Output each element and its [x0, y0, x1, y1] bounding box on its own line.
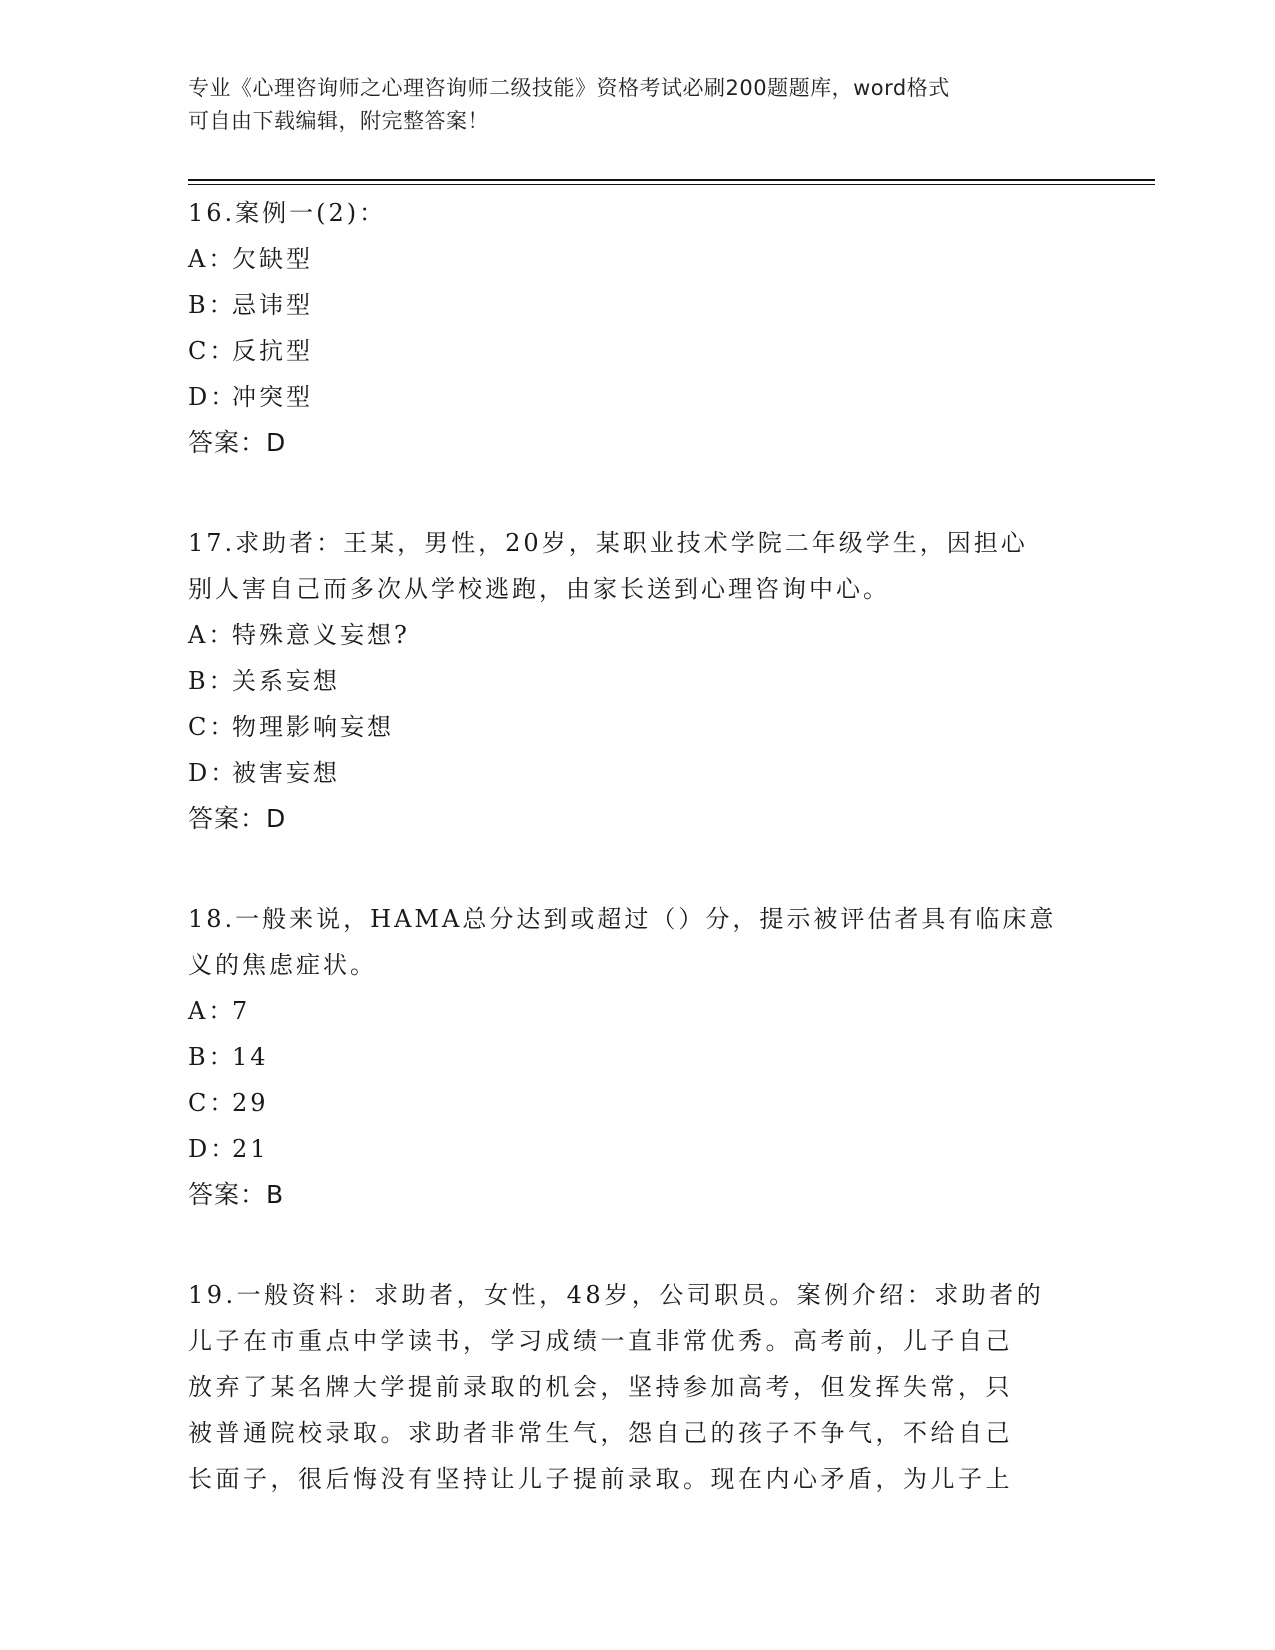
question-stem-line-2: 儿子在市重点中学读书，学习成绩一直非常优秀。高考前，儿子自己: [188, 1327, 1013, 1355]
option-b: [188, 1034, 1088, 1080]
option-text: 21: [232, 1135, 269, 1163]
question-stem-line-1: 18.一般来说，HAMA总分达到或超过（）分，提示被评估者具有临床意: [188, 905, 1057, 933]
question-stem-line-5: 长面子，很后悔没有坚持让儿子提前录取。现在内心矛盾，为儿子上: [188, 1465, 1013, 1493]
option-text: 29: [232, 1089, 269, 1117]
option-key: C：: [188, 713, 237, 741]
question-stem: 16.案例一(2)：: [188, 199, 387, 227]
option-text: 忌讳型: [232, 291, 313, 319]
option-key: B：: [188, 1043, 236, 1071]
option-text: 特殊意义妄想?: [232, 621, 410, 649]
option-key: D：: [188, 1135, 238, 1163]
question-stem-line-2: 别人害自己而多次从学校逃跑，由家长送到心理咨询中心。: [188, 575, 890, 603]
question-list: [188, 190, 1088, 1556]
answer-line: 答案：D: [188, 804, 287, 833]
question-stem-line-2: 义的焦虑症状。: [188, 951, 377, 979]
option-text: 冲突型: [232, 383, 313, 411]
option-key: D：: [188, 383, 238, 411]
option-key: B：: [188, 667, 236, 695]
question-19: [188, 1272, 1088, 1502]
option-text: 被害妄想: [232, 759, 340, 787]
option-text: 物理影响妄想: [232, 713, 394, 741]
option-text: 关系妄想: [232, 667, 340, 695]
option-key: C：: [188, 337, 237, 365]
option-b: [188, 282, 1088, 328]
question-stem-line-4: 被普通院校录取。求助者非常生气，怨自己的孩子不争气，不给自己: [188, 1419, 1013, 1447]
option-key: B：: [188, 291, 236, 319]
option-a: [188, 236, 1088, 282]
option-text: 反抗型: [232, 337, 313, 365]
option-a: [188, 612, 1088, 658]
question-stem-line-1: 19.一般资料：求助者，女性，48岁，公司职员。案例介绍：求助者的: [188, 1281, 1045, 1309]
question-18: [188, 896, 1088, 1218]
option-text: 欠缺型: [232, 245, 313, 273]
option-d: [188, 1126, 1088, 1172]
header-divider-thin: [188, 184, 1155, 185]
option-a: [188, 988, 1088, 1034]
option-d: [188, 750, 1088, 796]
question-16: [188, 190, 1088, 466]
header-line-1: 专业《心理咨询师之心理咨询师二级技能》资格考试必刷200题题库，word格式: [188, 76, 950, 100]
option-text: 7: [232, 997, 251, 1025]
answer-line: 答案：D: [188, 428, 287, 457]
question-stem-line-3: 放弃了某名牌大学提前录取的机会，坚持参加高考，但发挥失常，只: [188, 1373, 1013, 1401]
document-header: [188, 72, 1088, 138]
question-17: [188, 520, 1088, 842]
option-c: [188, 704, 1088, 750]
option-key: A：: [188, 621, 236, 649]
answer-line: 答案：B: [188, 1180, 285, 1209]
option-key: D：: [188, 759, 238, 787]
header-divider-thick: [188, 179, 1155, 181]
question-stem-line-1: 17.求助者：王某，男性，20岁，某职业技术学院二年级学生，因担心: [188, 529, 1028, 557]
option-key: C：: [188, 1089, 237, 1117]
option-text: 14: [232, 1043, 269, 1071]
option-d: [188, 374, 1088, 420]
header-line-2: 可自由下载编辑，附完整答案！: [188, 109, 489, 133]
option-c: [188, 1080, 1088, 1126]
option-key: A：: [188, 997, 236, 1025]
option-c: [188, 328, 1088, 374]
option-key: A：: [188, 245, 236, 273]
option-b: [188, 658, 1088, 704]
